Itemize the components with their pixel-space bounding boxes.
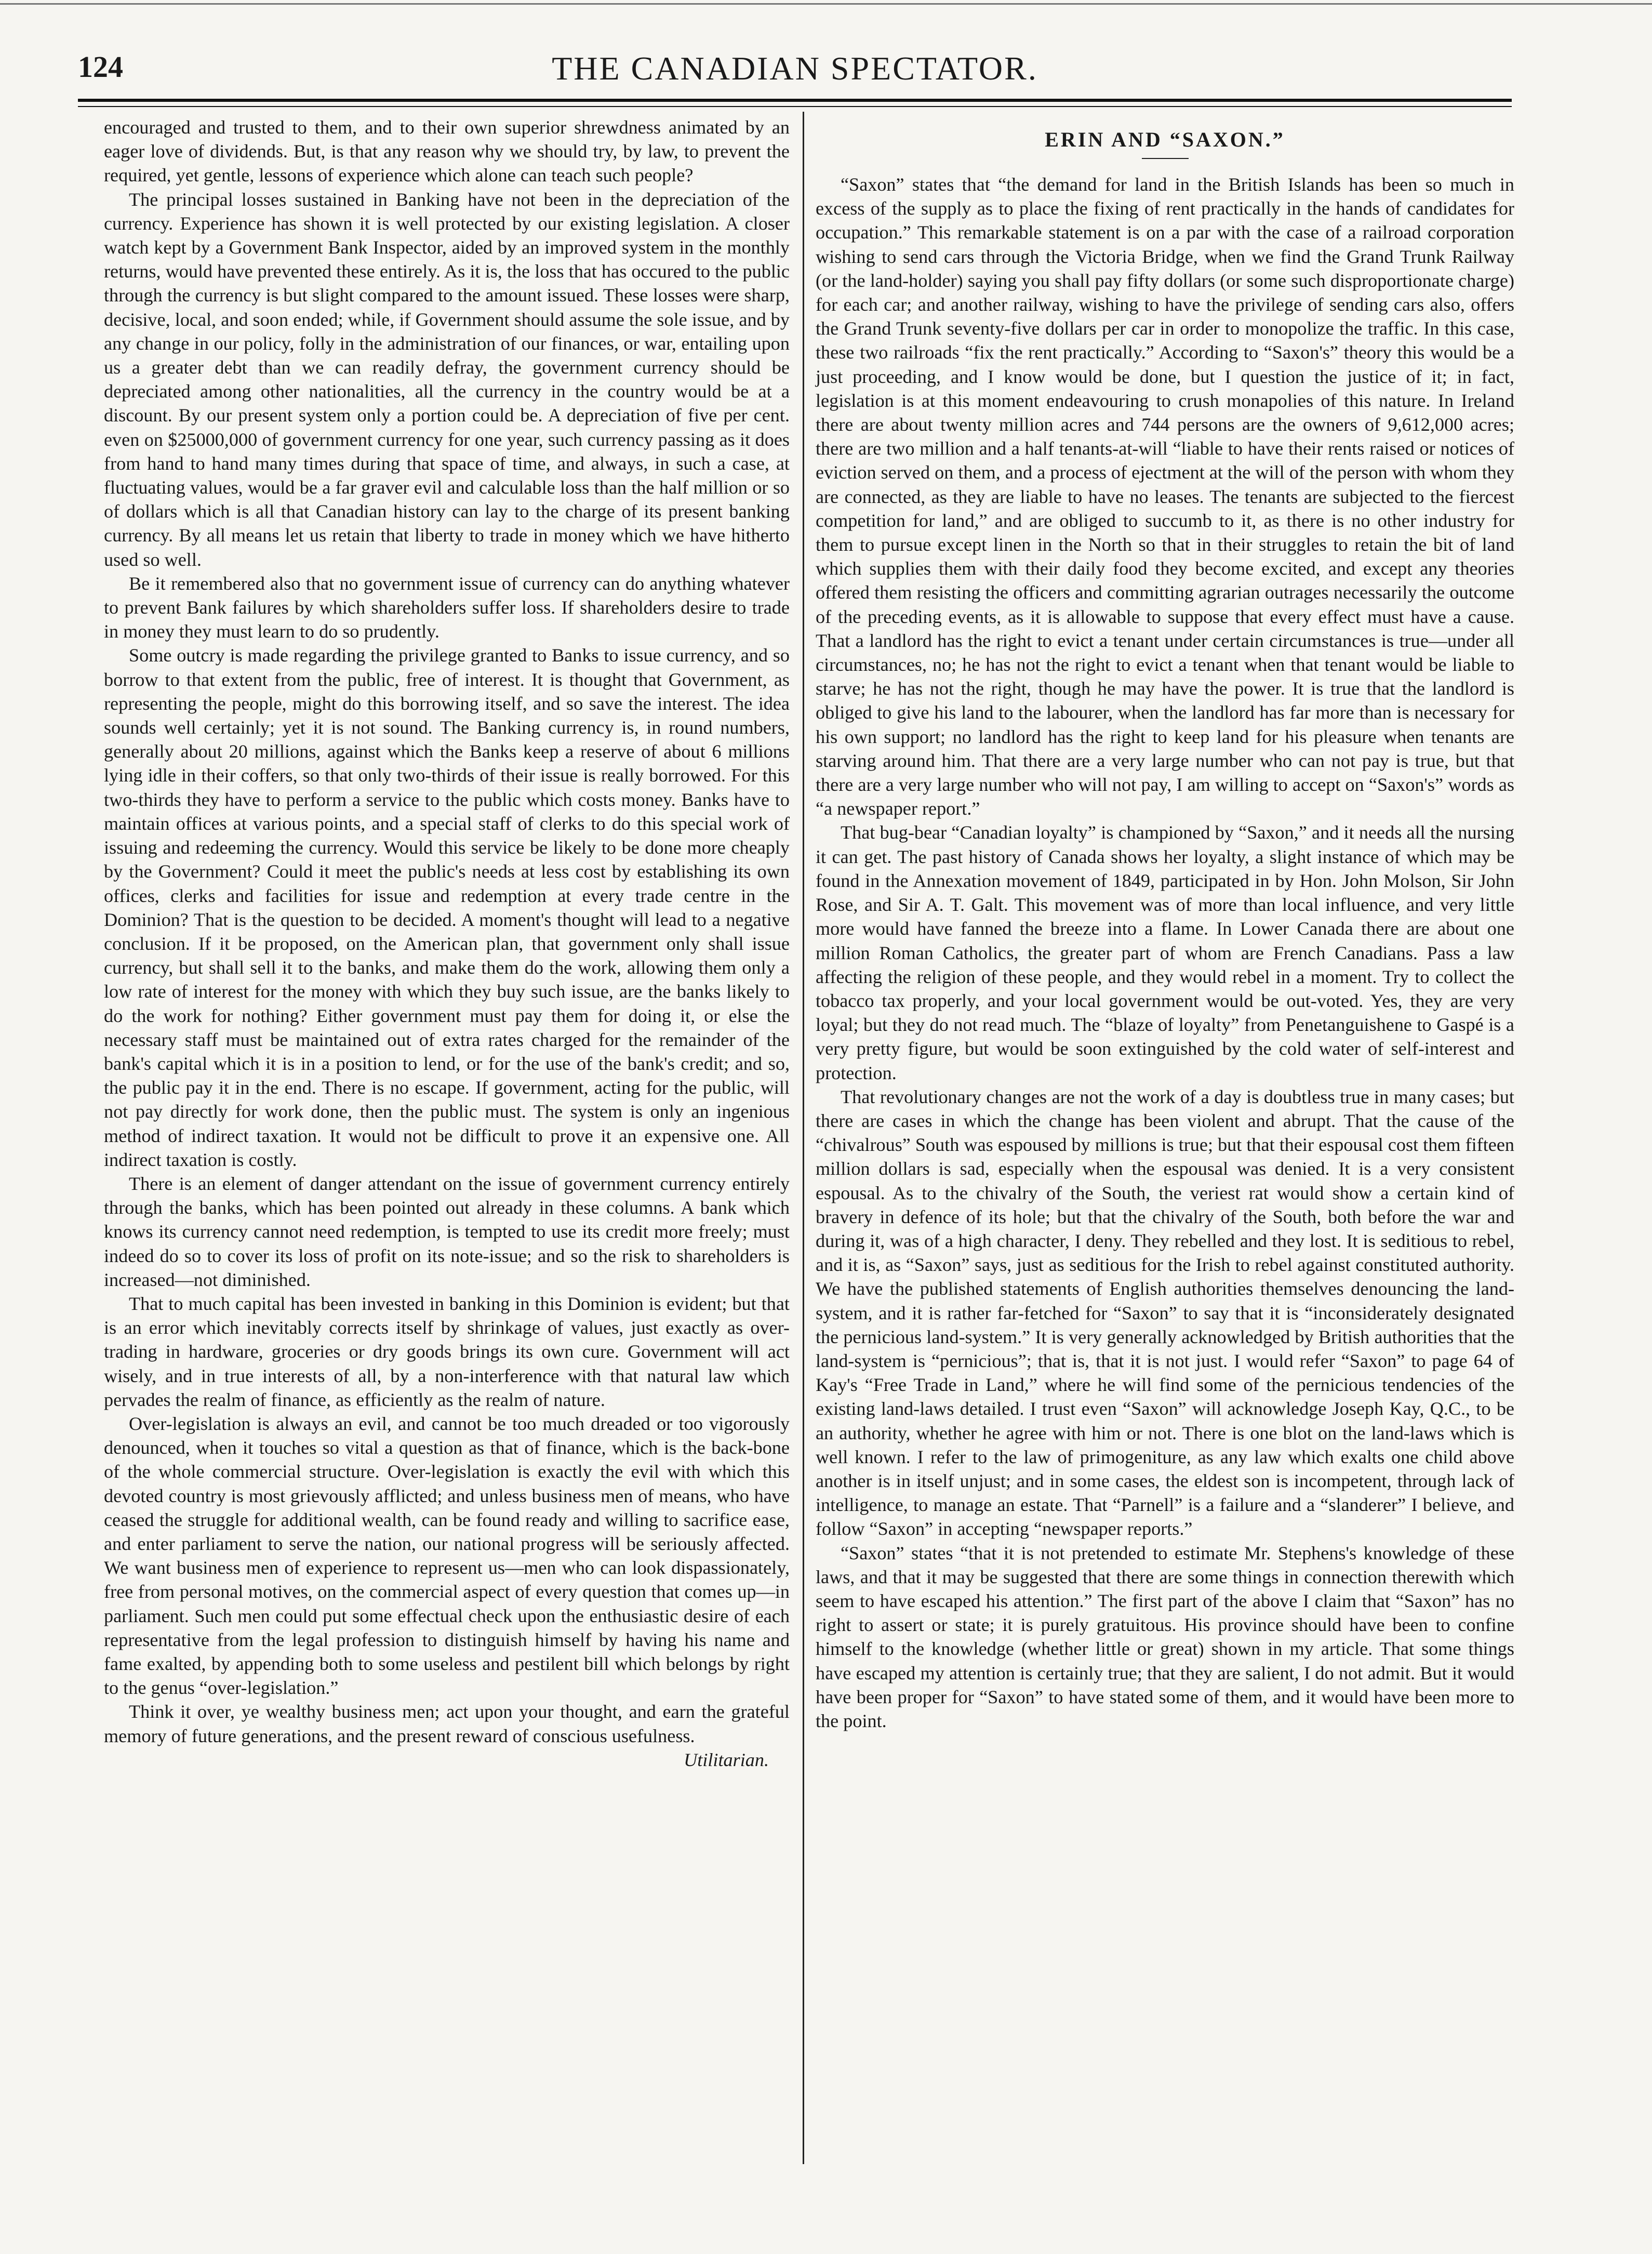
paragraph: The principal losses sustained in Banking have not been in the depreciation of the currency. Experience has shown it is well protected by our existing legislation. A closer watch kept by a Government Bank Inspector, aided by an improved system in the monthly returns, would have prevented these entirely. As it is, the loss that has occured to the public through the currency is but slight compared to the amount issued. These losses were sharp, decisive, local, and soon ended; while, if Government should assume the sole issue, and by any change in our policy, folly in the administration of our finances, or war, entailing upon us a greater debt than we can readily defray, the government currency should be depreciated among other nationalities, all the currency in the country would be at a discount. By our present system only a portion could be. A depreciation of five per cent. even on $25000,000 of government currency for one year, such currency passing as it does from hand to hand many times during that space of time, and always, in such a case, at fluctuating values, would be a far graver evil and calculable loss than the half million or so of dollars which is all that Canadian history can lay to the charge of its present banking currency. By all means let us retain that liberty to trade in money which we have hitherto used so well. (104, 189, 790, 570)
paragraph: That to much capital has been invested in banking in this Dominion is evident; but that is an error which inevitably corrects itself by shrinkage of values, just exactly as over-trading in hardware, groceries or dry goods brings its own cure. Government will act wisely, and in true interests of all, by a non-interference with that natural law which pervades the realm of finance, as efficiently as the realm of nature. (104, 1293, 790, 1410)
article-title: ERIN AND “SAXON.” (1045, 128, 1285, 151)
top-rule (0, 3, 1652, 5)
paragraph: That bug-bear “Canadian loyalty” is championed by “Saxon,” and it needs all the nursing it can get. The past history of Canada shows her loyalty, a slight instance of which may be found in the Annexation movement of 1849, participated in by Hon. John Molson, Sir John Rose, and Sir A. T. Galt. This movement was of more than local influence, and very little more would have fanned the breeze into a flame. In Lower Canada there are about one million Roman Catholics, the greater part of whom are French Canadians. Pass a law affecting the religion of these people, and they would rebel in a moment. Try to collect the tobacco tax properly, and your local government would be out-voted. Yes, they are very loyal; but they do not read much. The “blaze of loyalty” from Penetanguishene to Gaspé is a very pretty figure, but would be soon extinguished by the cold water of self-interest and protection. (816, 822, 1514, 1083)
paragraph: encouraged and trusted to them, and to their own superior shrewdness animated by an eager love of dividends. But, is that any reason why we should try, by law, to prevent the required, yet gentle, lessons of experience which alone can teach such people? (104, 117, 790, 186)
author-signature: Utilitarian. (684, 1749, 769, 1770)
running-head (78, 49, 1512, 99)
left-column (104, 115, 790, 1772)
paragraph: There is an element of danger attendant on the issue of government currency entirely through the banks, which has been pointed out already in these columns. A bank which knows its currency cannot need redemption, is tempted to use its credit more freely; must indeed do so to cover its loss of profit on its note-issue; and so the risk to shareholders is increased—not diminished. (104, 1173, 790, 1290)
paragraph: “Saxon” states that “the demand for land in the British Islands has been so much in excess of the supply as to place the fixing of rent practically in the hands of candidates for occupation.” This remarkable statement is on a par with the case of a railroad corporation wishing to send cars through the Victoria Bridge, when we find the Grand Trunk Railway (or the land-holder) saying you shall pay fifty dollars (or some such disproportionate charge) for each car; and another railway, wishing to have the privilege of sending cars also, offers the Grand Trunk seventy-five dollars per car in order to monopolize the traffic. In this case, these two railroads “fix the rent practically.” According to “Saxon's” theory this would be a just proceeding, and I know would be done, but I question the justice of it; in fact, legislation is at this moment endeavouring to crush monapolies of this nature. In Ireland there are about twenty million acres and 744 persons are the owners of 9,612,000 acres; there are two million and a half tenants-at-will “liable to have their rents raised or notices of eviction served on them, and a process of ejectment at the will of the person with whom they are connected, as they are liable to have no leases. The tenants are subjected to the fiercest competition for land,” and are obliged to succumb to it, as there is no other industry for them to pursue except linen in the North so that in their struggles to retain the bit of land which supplies them with their daily food they become excited, and except any theories offered them resisting the officers and committing agrarian outrages necessarily the outcome of the preceding events, as it is allowable to suppose that every effect must have a cause. That a landlord has the right to evict a tenant under certain circumstances is true—under all circumstances, no; he has not the right to evict a tenant when that tenant would be liable to starve; he has not the right, though he may have the power. It is true that the landlord is obliged to give his land to the labourer, when the landlord has far more than is necessary for his own support; no landlord has the right to keep land for his pleasure when tenants are starving around him. That there are a very large number who can not pay is true, but that there are a very large number who will not pay, I am willing to accept on “Saxon's” words as “a newspaper report.” (816, 174, 1514, 819)
paragraph: Be it remembered also that no government issue of currency can do anything whatever to prevent Bank failures by which shareholders suffer loss. If shareholders desire to trade in money they must learn to do so prudently. (104, 573, 790, 642)
header-rule-thick (78, 99, 1512, 102)
journal-title: THE CANADIAN SPECTATOR. (552, 50, 1038, 87)
closing-text: Think it over, ye wealthy business men; act upon your thought, and earn the grateful memory of future generations, and the present reward of conscious usefulness. (104, 1701, 790, 1746)
paragraph: Over-legislation is always an evil, and cannot be too much dreaded or too vigorously denounced, when it touches so vital a question as that of finance, which is the back-bone of the whole commercial structure. Over-legislation is exactly the evil with which this devoted country is most grievously afflicted; and unless business men of means, who have ceased the struggle for additional wealth, can be found ready and willing to sacrifice ease, and enter parliament to serve the nation, our national progress will be seriously affected. We want business men of experience to represent us—men who can look dispassionately, free from personal motives, on the commercial aspect of every question that comes up—in parliament. Such men could put some effectual check upon the enthusiastic desire of each representative from the legal profession to distinguish himself by having his name and fame exalted, by appending both to some useless and pestilent bill which belongs by right to the genus “over-legislation.” (104, 1413, 790, 1699)
page-number: 124 (78, 50, 123, 84)
paragraph: That revolutionary changes are not the work of a day is doubtless true in many cases; but there are cases in which the change has been violent and abrupt. That the cause of the “chivalrous” South was espoused by millions is true; but that their espousal cost them fifteen million dollars is sad, especially when the espousal was denied. It is a very consistent espousal. As to the chivalry of the South, the veriest rat would show a certain kind of bravery in defence of its hole; but that the chivalry of the South, both before the war and during it, was of a high character, I deny. They rebelled and they lost. It is seditious to rebel, and it is, as “Saxon” says, just as seditious for the Irish to rebel against constituted authority. We have the published statements of English authorities themselves denouncing the land-system, and it is rather far-fetched for “Saxon” to say that it is “inconsiderately designated the pernicious land-system.” It is very generally acknowledged by British authorities that the land-system is “pernicious”; that is, that it is not just. I would refer “Saxon” to page 64 of Kay's “Free Trade in Land,” where he will find some of the pernicious tendencies of the existing land-laws detailed. I trust even “Saxon” will acknowledge Joseph Kay, Q.C., to be an authority, whether he agree with him or not. There is one blot on the land-laws which is well known. I refer to the law of primogeniture, as any law which exalts one child above another is in itself unjust; and in some cases, the eldest son is incompetent, through lack of intelligence, to manage an estate. That “Parnell” is a failure and a “slanderer” I believe, and follow “Saxon” in accepting “newspaper reports.” (816, 1086, 1514, 1540)
paragraph: Some outcry is made regarding the privilege granted to Banks to issue currency, and so borrow to that extent from the public, free of interest. It is thought that Government, as representing the people, might do this borrowing itself, and so save the interest. The idea sounds well certainly; yet it is not sound. The Banking currency is, in round numbers, generally about 20 millions, against which the Banks keep a reserve of about 6 millions lying idle in their coffers, so that only two-thirds of their issue is really borrowed. For this two-thirds they have to perform a service to the public which costs money. Banks have to maintain offices at various points, and a special staff of clerks to do this special work of issuing and redeeming the currency. Would this service be likely to be done more cheaply by the Government? Could it meet the public's needs at less cost by establishing its own offices, clerks and facilities for issue and redemption at every trade centre in the Dominion? That is the question to be decided. A moment's thought will lead to a negative conclusion. If it be proposed, on the American plan, that government only shall issue currency, but shall sell it to the banks, and make them do the work, allowing them only a low rate of interest for the money with which they buy such issue, are the banks likely to do the work for nothing? Either government must pay them for doing it, or else the necessary staff must be maintained out of extra rates charged for the remainder of the bank's capital which it is in a position to lend, or for the use of the bank's credit; and so, the public pay it in the end. There is no escape. If government, acting for the public, will not pay directly for work done, then the public must. The system is only an ingenious method of indirect taxation. It would not be difficult to prove it an expensive one. All indirect taxation is costly. (104, 645, 790, 1170)
closing-paragraph (104, 1700, 790, 1770)
title-rule (1142, 158, 1189, 159)
column-divider (803, 112, 804, 2164)
right-column (816, 125, 1514, 1733)
header-rule-thin (78, 106, 1512, 107)
paragraph: “Saxon” states “that it is not pretended to estimate Mr. Stephens's knowledge of these laws, and that it may be suggested that there are some things in connection therewith which seem to have escaped his attention.” The first part of the above I claim that “Saxon” has no right to assert or state; it is purely gratuitous. His province should have been to confine himself to the knowledge (whether little or great) shown in my article. That some things have escaped my attention is certainly true; that they are salient, I do not admit. But it would have been proper for “Saxon” to have stated some of them, and it would have been more to the point. (816, 1542, 1514, 1731)
